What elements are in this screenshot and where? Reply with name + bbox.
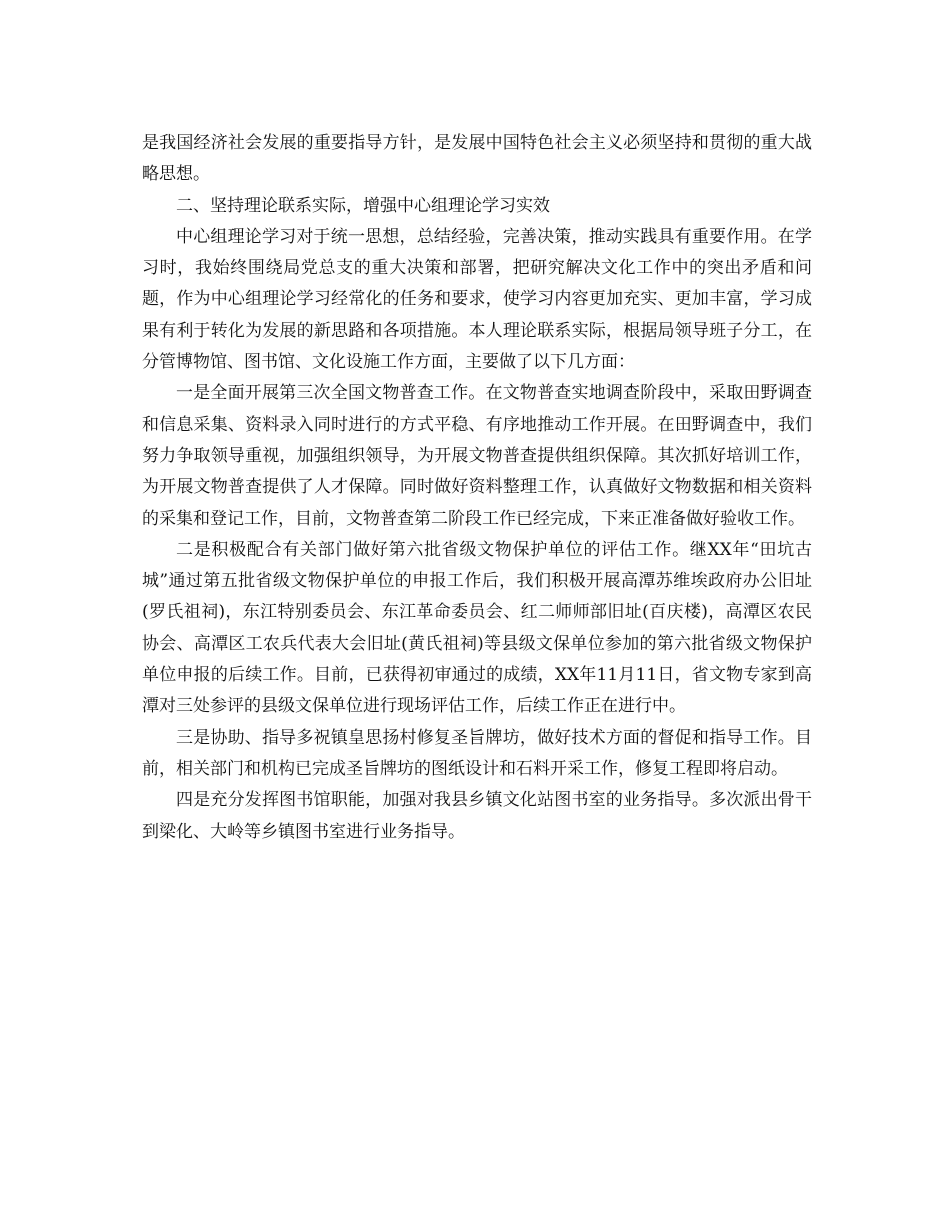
paragraph-3: 中心组理论学习对于统一思想，总结经验，完善决策，推动实践具有重要作用。在学习时，我始终围绕局党总支的重大决策和部署，把研究解决文化工作中的突出矛盾和问题，作为中心组理论学习经常化的任务和要求，使学习内容更加充实、更加丰富，学习成果有利于转化为发展的新思路和各项措施。本人理论联系实际，根据局领导班子分工，在分管博物馆、图书馆、文化设施工作方面，主要做了以下几方面： bbox=[142, 226, 812, 373]
paragraph-1: 是我国经济社会发展的重要指导方针，是发展中国特色社会主义必须坚持和贯彻的重大战略思想。 bbox=[142, 133, 812, 185]
paragraph-7: 四是充分发挥图书馆职能，加强对我县乡镇文化站图书室的业务指导。多次派出骨干到梁化、大岭等乡镇图书室进行业务指导。 bbox=[142, 790, 812, 842]
paragraph-5: 二是积极配合有关部门做好第六批省级文物保护单位的评估工作。继XX年“田坑古城”通过第五批省级文物保护单位的申报工作后，我们积极开展高潭苏维埃政府办公旧址(罗氏祖祠)，东江特别委员会、东江革命委员会、红二师师部旧址(百庆楼)，高潭区农民协会、高潭区工农兵代表大会旧址(黄氏祖祠)等县级文保单位参加的第六批省级文物保护单位申报的后续工作。目前，已获得初审通过的成绩，XX年11月11日，省文物专家到高潭对三处参评的县级文保单位进行现场评估工作，后续工作正在进行中。 bbox=[142, 539, 812, 717]
document-body bbox=[142, 128, 812, 848]
section-heading: 二、坚持理论联系实际，增强中心组理论学习实效 bbox=[176, 195, 550, 216]
paragraph-4: 一是全面开展第三次全国文物普查工作。在文物普查实地调查阶段中，采取田野调查和信息采集、资料录入同时进行的方式平稳、有序地推动工作开展。在田野调查中，我们努力争取领导重视，加强组织领导，为开展文物普查提供组织保障。其次抓好培训工作，为开展文物普查提供了人才保障。同时做好资料整理工作，认真做好文物数据和相关资料的采集和登记工作，目前，文物普查第二阶段工作已经完成，下来正准备做好验收工作。 bbox=[142, 383, 812, 529]
paragraph-6: 三是协助、指导多祝镇皇思扬村修复圣旨牌坊，做好技术方面的督促和指导工作。目前，相关部门和机构已完成圣旨牌坊的图纸设计和石料开采工作，修复工程即将启动。 bbox=[142, 727, 812, 779]
